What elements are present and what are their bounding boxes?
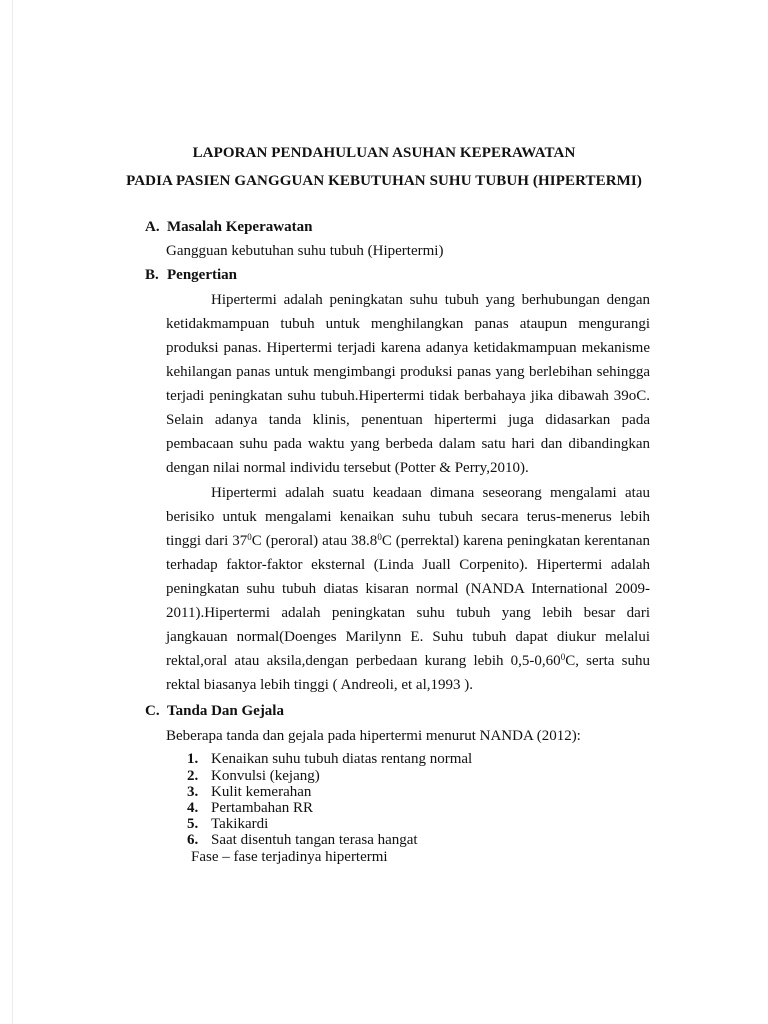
text-run: C (peroral) atau 38.8 xyxy=(251,533,378,549)
paragraph-2-line: peningkatan suhu tubuh diatas kisaran normal (NANDA International 2009- xyxy=(166,581,650,597)
paragraph-2-line: 2011).Hipertermi adalah peningkatan suhu tubuh yang lebih besar dari xyxy=(166,605,650,621)
section-c-heading xyxy=(145,703,284,720)
text-run: C (perrektal) karena peningkatan kerentanan xyxy=(381,533,650,549)
list-text: Kulit kemerahan xyxy=(211,784,312,800)
text-run: C, serta suhu xyxy=(565,653,650,669)
section-c-intro: Beberapa tanda dan gejala pada hipertermi menurut NANDA (2012): xyxy=(166,728,581,744)
document-title-line-1: LAPORAN PENDAHULUAN ASUHAN KEPERAWATAN xyxy=(192,145,576,161)
list-number: 5. xyxy=(187,816,199,832)
section-c-footer: Fase – fase terjadinya hipertermi xyxy=(191,849,388,865)
section-a-title: Masalah Keperawatan xyxy=(167,219,313,235)
section-c-title: Tanda Dan Gejala xyxy=(167,703,284,719)
paragraph-1-line: terjadi peningkatan suhu tubuh.Hipertermi tidak berbahaya jika dibawah 39oC. xyxy=(166,388,650,404)
list-text: Kenaikan suhu tubuh diatas rentang normal xyxy=(211,751,473,767)
paragraph-1-line: ketidakmampuan tubuh untuk menghilangkan panas ataupun mengurangi xyxy=(166,316,650,332)
paragraph-1-line: pembacaan suhu pada waktu yang berbeda dalam satu hari dan dibandingkan xyxy=(166,436,650,452)
paragraph-1-line: Hipertermi adalah peningkatan suhu tubuh yang berhubungan dengan xyxy=(211,292,650,308)
degree-superscript: 0 xyxy=(247,532,252,542)
list-item xyxy=(187,784,311,801)
paragraph-2-line: berisiko untuk mengalami kenaikan suhu tubuh secara terus-menerus lebih xyxy=(166,509,650,525)
document-title-line-2: PADIA PASIEN GANGGUAN KEBUTUHAN SUHU TUBUH (HIPERTERMI) xyxy=(126,173,642,189)
list-number: 2. xyxy=(187,768,199,784)
list-item xyxy=(187,768,320,785)
paragraph-1-line: kehilangan panas untuk mengimbangi produksi panas yang berlebihan sehingga xyxy=(166,364,650,380)
list-text: Konvulsi (kejang) xyxy=(211,768,320,784)
list-item xyxy=(187,751,472,768)
text-run: tinggi dari 37 xyxy=(166,533,248,549)
paragraph-2-line: jangkauan normal(Doenges Marilynn E. Suhu tubuh dapat diukur melalui xyxy=(166,629,650,645)
list-text: Saat disentuh tangan terasa hangat xyxy=(211,832,418,848)
section-a-text: Gangguan kebutuhan suhu tubuh (Hipertermi) xyxy=(166,243,444,259)
list-item xyxy=(187,816,268,833)
paragraph-2-line: Hipertermi adalah suatu keadaan dimana seseorang mengalami atau xyxy=(211,485,650,501)
list-number: 3. xyxy=(187,784,199,800)
section-a-letter: A. xyxy=(145,219,160,235)
degree-superscript: 0 xyxy=(377,532,382,542)
list-text: Pertambahan RR xyxy=(211,800,314,816)
section-c-letter: C. xyxy=(145,703,160,719)
paragraph-2-line: terhadap faktor-faktor eksternal (Linda Juall Corpenito). Hipertermi adalah xyxy=(166,557,650,573)
list-text: Takikardi xyxy=(211,816,269,832)
section-b-heading xyxy=(145,267,237,284)
list-number: 1. xyxy=(187,751,199,767)
list-item xyxy=(187,800,313,817)
paragraph-1-line: Selain adanya tanda klinis, penentuan hipertermi juga didasarkan pada xyxy=(166,412,650,428)
paragraph-2-line xyxy=(166,533,650,550)
list-number: 4. xyxy=(187,800,199,816)
list-item xyxy=(187,832,418,849)
section-b-letter: B. xyxy=(145,267,159,283)
degree-superscript: 0 xyxy=(560,652,566,662)
paragraph-1-line: dengan nilai normal individu tersebut (Potter & Perry,2010). xyxy=(166,460,529,476)
paragraph-2-line: rektal biasanya lebih tinggi ( Andreoli, et al,1993 ). xyxy=(166,677,474,693)
paragraph-2-line xyxy=(166,653,650,670)
section-b-title: Pengertian xyxy=(167,267,237,283)
text-run: rektal,oral atau aksila,dengan perbedaan kurang lebih 0,5-0,60 xyxy=(166,653,561,669)
list-number: 6. xyxy=(187,832,199,848)
section-a-heading xyxy=(145,219,312,236)
paragraph-1-line: produksi panas. Hipertermi terjadi karena adanya ketidakmampuan mekanisme xyxy=(166,340,650,356)
